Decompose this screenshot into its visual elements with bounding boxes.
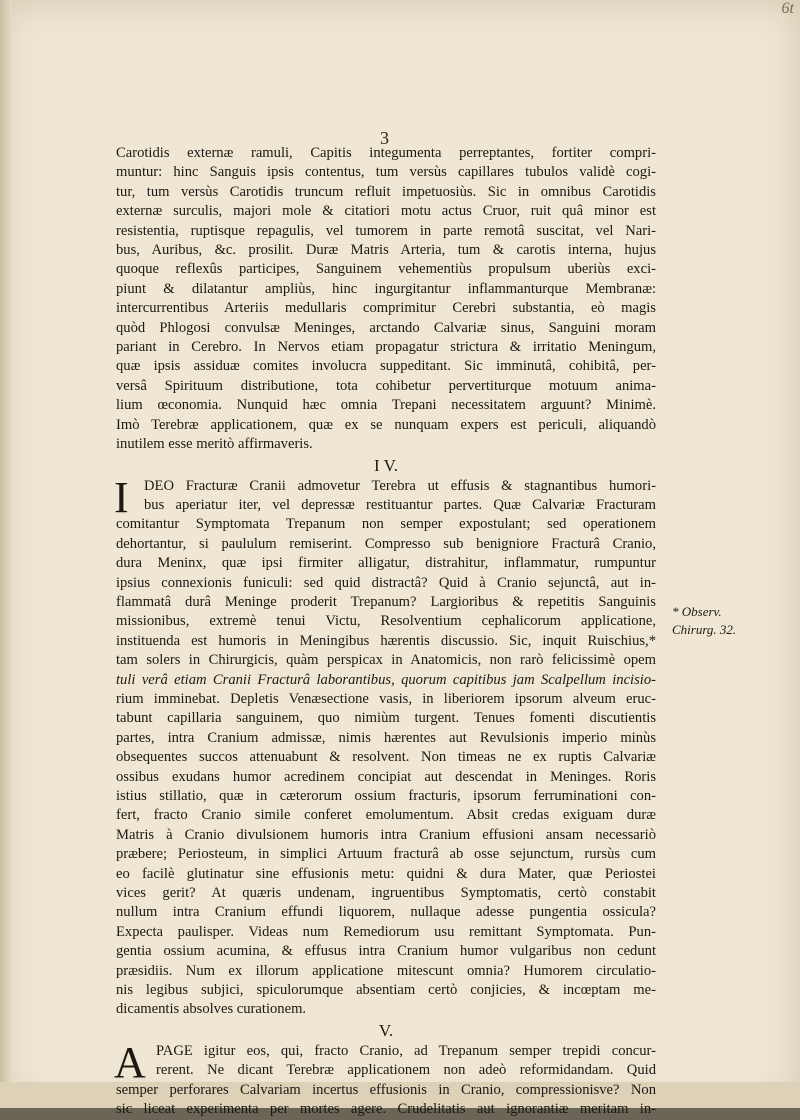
text-line: externæ surculis, majori mole & citatiori motu actus Cruor, ruit quâ minor est bbox=[116, 203, 656, 220]
text-line: comitantur Symptomata Trepanum non semper expostulant; sed operationem bbox=[116, 516, 656, 533]
text-line: Imò Terebræ applicationem, quæ ex se nunquam expers est periculi, aliquandò bbox=[116, 416, 656, 433]
text-line: rium imminebat. Depletis Venæsectione vasis, in liberiorem ipsorum alveum eruc- bbox=[116, 690, 656, 707]
text-line: piunt & dilatantur ampliùs, hinc ingurgitantur inflammanturque Membranæ: bbox=[116, 280, 656, 297]
text-line: resistentia, ruptisque repagulis, vel tumorem in parte remotâ suscitat, vel Nari- bbox=[116, 222, 656, 239]
text-line: partes, intra Cranium admissæ, nimis hærentes aut Revulsionis imperio minùs bbox=[116, 729, 656, 746]
text-line: inutilem esse meritò affirmaveris. bbox=[116, 436, 313, 453]
page-number: 3 bbox=[380, 128, 389, 148]
corner-mark: 6t bbox=[781, 0, 794, 17]
text-line: gentia ossium acumina, & effusus intra Cranium humor vulgaribus non cedunt bbox=[116, 943, 656, 960]
text-line: bus, Auribus, &c. prosilit. Duræ Matris Arteria, tum & carotis interna, hujus bbox=[116, 242, 656, 259]
text-line: Matris à Cranio divulsionem humoris intra Cranium effusioni ansam necessariò bbox=[116, 826, 656, 843]
marginal-note-line: Chirurg. 32. bbox=[672, 622, 737, 637]
section-heading-4: I V. bbox=[374, 455, 398, 475]
text-line: dura Meninx, quæ ipsi firmiter alligatur, distrahitur, inflammatur, rumpuntur bbox=[116, 555, 656, 572]
text-line: rerent. Ne dicant Terebræ applicationem non adeò reformidandam. Quid bbox=[156, 1062, 656, 1079]
drop-cap-initial: I bbox=[114, 472, 129, 522]
text-line: obsequentes succos attenuabunt & resolvent. Non timeas ne ex ruptis Calvariæ bbox=[116, 749, 656, 766]
text-line: eo facilè glutinatur sine effusionis metu: quidni & dura Mater, quæ Periostei bbox=[116, 865, 656, 882]
text-line: lium œconomia. Nunquid hæc omnia Trepani necessitatem arguunt? Minimè. bbox=[116, 397, 656, 414]
body-text bbox=[116, 144, 656, 1120]
text-line: tuli verâ etiam Cranii Fracturâ laborantibus, quorum capitibus jam Scalpellum incisio- bbox=[116, 671, 656, 688]
text-line: Carotidis externæ ramuli, Capitis integumenta perreptantes, fortiter compri- bbox=[116, 145, 656, 161]
text-line: intercurrentibus Arteriis medullaris comprimitur Cerebri substantia, eò magis bbox=[116, 300, 656, 317]
text-line: bus aperiatur iter, vel depressæ restituantur partes. Quæ Calvariæ Fracturam bbox=[144, 496, 656, 513]
text-line: præbere; Periosteum, in simplici Artuum fracturâ ab osse sejunctum, rursùs cum bbox=[116, 846, 656, 863]
section-heading-5: V. bbox=[378, 1020, 394, 1040]
text-line: versâ Spirituum distributione, tota cohibetur pervertiturque motuum anima- bbox=[116, 377, 656, 394]
text-line: tur, tum versùs Carotidis truncum refluit impetuosiùs. Sic in omnibus Carotidis bbox=[116, 183, 656, 200]
drop-cap-initial: A bbox=[114, 1037, 146, 1087]
text-line: nullum intra Cranium effundi liquorem, nullaque adesse pungentia ossicula? bbox=[116, 904, 656, 921]
marginal-note bbox=[672, 603, 782, 639]
text-line: pariant in Cerebro. In Nervos etiam propagatur strictura & irritatio Meningum, bbox=[116, 339, 656, 356]
text-line: missionibus, extremè tenui Victu, Resolventium cephalicorum applicatione, bbox=[116, 613, 656, 630]
text-line: ipsius connexionis funiculi: sed quid distractâ? Quid à Cranio sejunctâ, aut in- bbox=[116, 574, 656, 591]
text-line: sic liceat experimenta per mortes agere. Crudelitatis aut ignorantiæ meritam in- bbox=[116, 1101, 656, 1118]
paragraph-block-1 bbox=[116, 144, 656, 455]
text-line: DEO Fracturæ Cranii admovetur Terebra ut effusis & stagnantibus humori- bbox=[144, 477, 656, 494]
text-line: præsidiis. Num ex illorum applicatione mitescunt omnia? Humorem circulatio- bbox=[116, 962, 656, 979]
text-line: dehortantur, si paululum remiserint. Compresso sub benigniore Fracturâ Cranio, bbox=[116, 535, 656, 552]
text-line: quòd Phlogosi convulsæ Meninges, arctando Calvariæ sinus, Sanguini moram bbox=[116, 319, 656, 336]
text-line: vices gerit? At quæris undenam, ingruentibus Symptomatis, certò constabit bbox=[116, 885, 656, 902]
text-line: dicamentis absolves curationem. bbox=[116, 1001, 307, 1018]
section-4-paragraph bbox=[114, 472, 656, 1020]
text-line: flammatâ durâ Meninge proderit Trepanum? Largioribus & repetitis Sanguinis bbox=[116, 593, 656, 610]
text-line: nis legibus subjici, spiculorumque absentiam certò conjicies, & incœptam me- bbox=[116, 982, 656, 999]
text-line: instituenda est humoris in Meningibus hærentis discussio. Sic, inquit Ruischius,* bbox=[116, 632, 656, 649]
text-line: istius stillatio, quæ in cæterorum ossium fracturis, ipsorum ferruminationi con- bbox=[116, 788, 656, 804]
marginal-note-line: * Observ. bbox=[672, 604, 722, 619]
text-line: Expecta paulisper. Videas num Remediorum usu remittant Symptomata. Pun- bbox=[116, 923, 656, 940]
page-binding-edge bbox=[0, 0, 12, 1108]
text-line: muntur: hinc Sanguis ipsis contentus, tum versùs capillares tubulos validè cogi- bbox=[116, 164, 656, 181]
text-line: quæ ipsis assiduæ comites involucra suppeditant. Sic imminutâ, cohibitâ, per- bbox=[116, 358, 656, 375]
text-line: fert, fracto Cranio simile conferet emolumentum. Absit credas exiguam duræ bbox=[116, 807, 656, 824]
text-line: ossibus exudans humor acredinem concipiat aut descendat in Meninges. Roris bbox=[116, 768, 656, 785]
text-line: semper perforares Calvariam incertus effusionis in Cranio, compressionisve? Non bbox=[116, 1081, 656, 1098]
text-line: tabunt capillaria sanguinem, quo nimiùm turgent. Tenues fomenti discutientis bbox=[116, 710, 656, 727]
text-line: PAGE igitur eos, qui, fracto Cranio, ad Trepanum semper trepidi concur- bbox=[156, 1042, 656, 1059]
text-line: tam solers in Chirurgicis, quàm perspicax in Anatomicis, non rarò felicissimè opem bbox=[116, 652, 656, 669]
text-line: quoque reflexûs participes, Sanguinem vehementiùs propulsum uberiùs exci- bbox=[116, 261, 656, 278]
